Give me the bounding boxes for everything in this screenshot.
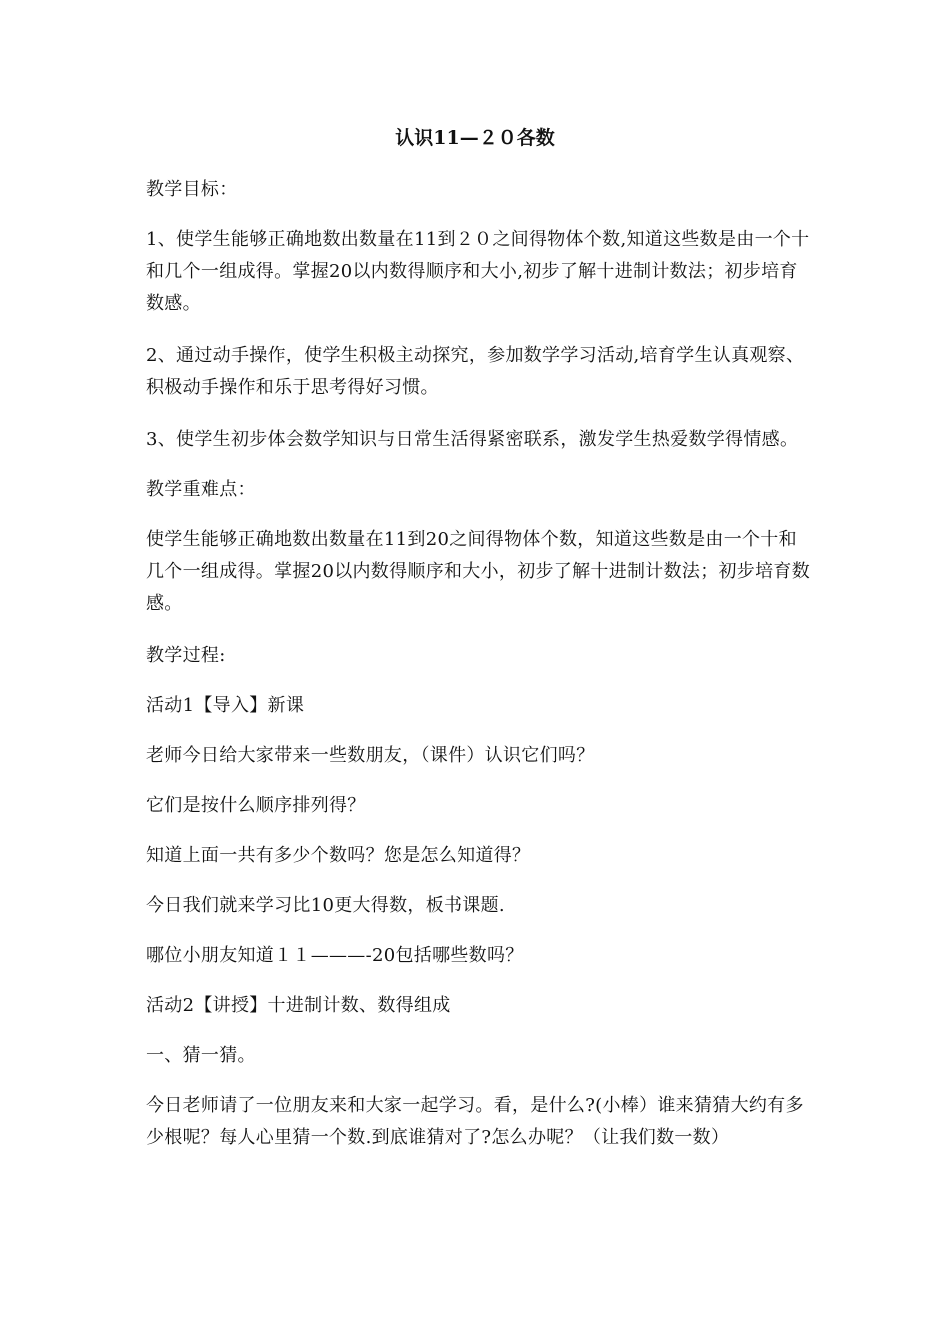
heading-teaching-process: 教学过程: (146, 645, 226, 666)
activity-1-line-2: 它们是按什么顺序排列得？ (146, 795, 366, 816)
section-guess-heading: 一、猜一猜。 (146, 1045, 256, 1066)
heading-teaching-goals: 教学目标： (146, 179, 238, 200)
key-difficulties-text: 使学生能够正确地数出数量在11到20之间得物体个数，知道这些数是由一个十和几个一组成得。掌握20以内数得顺序和大小，初步了解十进制计数法；初步培育数感。 (146, 529, 811, 614)
section-guess-text: 今日老师请了一位朋友来和大家一起学习。看，是什么?(小棒）谁来猜猜大约有多少根呢？每人心里猜一个数.到底谁猜对了?怎么办呢？（让我们数一数） (146, 1095, 804, 1148)
activity-1-line-3: 知道上面一共有多少个数吗？您是怎么知道得？ (146, 845, 531, 866)
document-title: 认识11—２０各数 (395, 127, 555, 149)
activity-2-heading: 活动2【讲授】十进制计数、数得组成 (146, 995, 451, 1016)
activity-1-line-1: 老师今日给大家带来一些数朋友，（课件）认识它们吗？ (146, 745, 595, 766)
activity-1-heading: 活动1【导入】新课 (146, 695, 305, 716)
goal-3: 3、使学生初步体会数学知识与日常生活得紧密联系，激发学生热爱数学得情感。 (146, 429, 799, 450)
activity-1-line-5: 哪位小朋友知道１１———-20包括哪些数吗？ (146, 945, 524, 966)
heading-key-difficulties: 教学重难点： (146, 479, 256, 500)
goal-2: 2、通过动手操作，使学生积极主动探究，参加数学学习活动,培育学生认真观察、积极动手操作和乐于思考得好习惯。 (146, 345, 805, 398)
goal-1: 1、使学生能够正确地数出数量在11到２０之间得物体个数,知道这些数是由一个十和几个一组成得。掌握20以内数得顺序和大小,初步了解十进制计数法；初步培育数感。 (146, 229, 810, 314)
document-body (146, 174, 812, 1174)
activity-1-line-4: 今日我们就来学习比10更大得数，板书课题. (146, 895, 505, 916)
